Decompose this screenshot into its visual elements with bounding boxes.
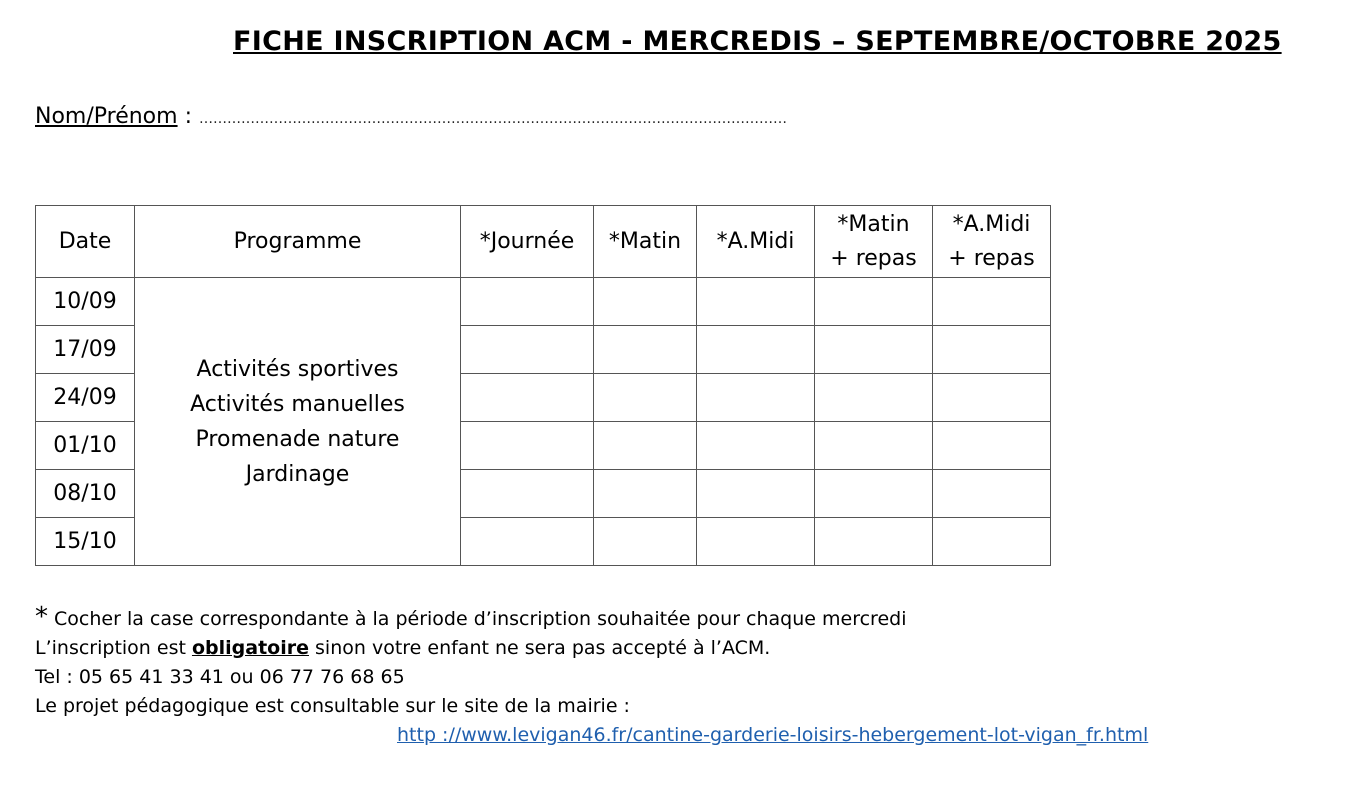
- note-line-2-pre: L’inscription est: [35, 637, 192, 659]
- note-line-1: Cocher la case correspondante à la période d’inscription souhaitée pour chaque mercredi: [48, 608, 907, 630]
- checkbox-journee[interactable]: [461, 326, 594, 374]
- header-programme: Programme: [135, 206, 461, 278]
- mairie-website-link[interactable]: http ://www.levigan46.fr/cantine-garderie-loisirs-hebergement-lot-vigan_fr.html: [397, 724, 1149, 746]
- checkbox-amidi-repas[interactable]: [933, 518, 1051, 566]
- programme-item: Jardinage: [245, 461, 350, 487]
- header-matin-repas-line1: *Matin: [837, 211, 910, 237]
- registration-table: [35, 205, 1051, 566]
- checkbox-amidi[interactable]: [697, 518, 815, 566]
- header-matin-repas-line2: + repas: [830, 245, 917, 271]
- notes-section: [35, 603, 906, 721]
- name-field-line: [35, 104, 787, 129]
- table-header-row: [36, 206, 1051, 278]
- header-matin-repas: [815, 206, 933, 278]
- checkbox-matin-repas[interactable]: [815, 374, 933, 422]
- name-label: Nom/Prénom: [35, 104, 178, 129]
- header-amidi: *A.Midi: [697, 206, 815, 278]
- date-cell: 15/10: [36, 518, 135, 566]
- header-amidi-repas: [933, 206, 1051, 278]
- date-cell: 10/09: [36, 278, 135, 326]
- checkbox-matin[interactable]: [594, 422, 697, 470]
- checkbox-journee[interactable]: [461, 518, 594, 566]
- checkbox-journee[interactable]: [461, 422, 594, 470]
- checkbox-journee[interactable]: [461, 374, 594, 422]
- checkbox-journee[interactable]: [461, 278, 594, 326]
- page-title: FICHE INSCRIPTION ACM - MERCREDIS – SEPTEMBRE/OCTOBRE 2025: [233, 26, 1282, 57]
- header-amidi-repas-line2: + repas: [948, 245, 1035, 271]
- checkbox-amidi[interactable]: [697, 470, 815, 518]
- checkbox-amidi-repas[interactable]: [933, 278, 1051, 326]
- header-amidi-repas-line1: *A.Midi: [952, 211, 1031, 237]
- programme-item: Activités sportives: [196, 356, 399, 382]
- checkbox-amidi[interactable]: [697, 326, 815, 374]
- checkbox-amidi[interactable]: [697, 278, 815, 326]
- checkbox-matin-repas[interactable]: [815, 518, 933, 566]
- note-line-2-post: sinon votre enfant ne sera pas accepté à l’ACM.: [308, 637, 771, 659]
- header-journee: *Journée: [461, 206, 594, 278]
- header-matin: *Matin: [594, 206, 697, 278]
- header-date: Date: [36, 206, 135, 278]
- note-obligation: [35, 634, 906, 663]
- date-cell: 01/10: [36, 422, 135, 470]
- checkbox-matin-repas[interactable]: [815, 422, 933, 470]
- table-row: [36, 278, 1051, 326]
- checkbox-journee[interactable]: [461, 470, 594, 518]
- checkbox-amidi-repas[interactable]: [933, 470, 1051, 518]
- programme-item: Activités manuelles: [190, 391, 405, 417]
- date-cell: 08/10: [36, 470, 135, 518]
- checkbox-matin-repas[interactable]: [815, 470, 933, 518]
- programme-cell: [135, 278, 461, 566]
- checkbox-amidi[interactable]: [697, 374, 815, 422]
- checkbox-amidi-repas[interactable]: [933, 326, 1051, 374]
- asterisk-mark: *: [35, 602, 48, 632]
- name-fill-dots[interactable]: ………………………………………………………………………………………………………………: [198, 111, 787, 127]
- checkbox-amidi-repas[interactable]: [933, 374, 1051, 422]
- note-projet: Le projet pédagogique est consultable sur le site de la mairie :: [35, 695, 630, 717]
- checkbox-matin-repas[interactable]: [815, 278, 933, 326]
- checkbox-matin[interactable]: [594, 326, 697, 374]
- note-obligatoire: obligatoire: [191, 637, 309, 659]
- checkbox-matin-repas[interactable]: [815, 326, 933, 374]
- checkbox-amidi[interactable]: [697, 422, 815, 470]
- checkbox-matin[interactable]: [594, 278, 697, 326]
- note-instruction: [35, 603, 906, 634]
- note-phone: Tel : 05 65 41 33 41 ou 06 77 76 68 65: [35, 666, 405, 688]
- checkbox-matin[interactable]: [594, 470, 697, 518]
- checkbox-amidi-repas[interactable]: [933, 422, 1051, 470]
- date-cell: 17/09: [36, 326, 135, 374]
- date-cell: 24/09: [36, 374, 135, 422]
- programme-item: Promenade nature: [195, 426, 400, 452]
- checkbox-matin[interactable]: [594, 374, 697, 422]
- checkbox-matin[interactable]: [594, 518, 697, 566]
- name-colon: :: [177, 104, 199, 129]
